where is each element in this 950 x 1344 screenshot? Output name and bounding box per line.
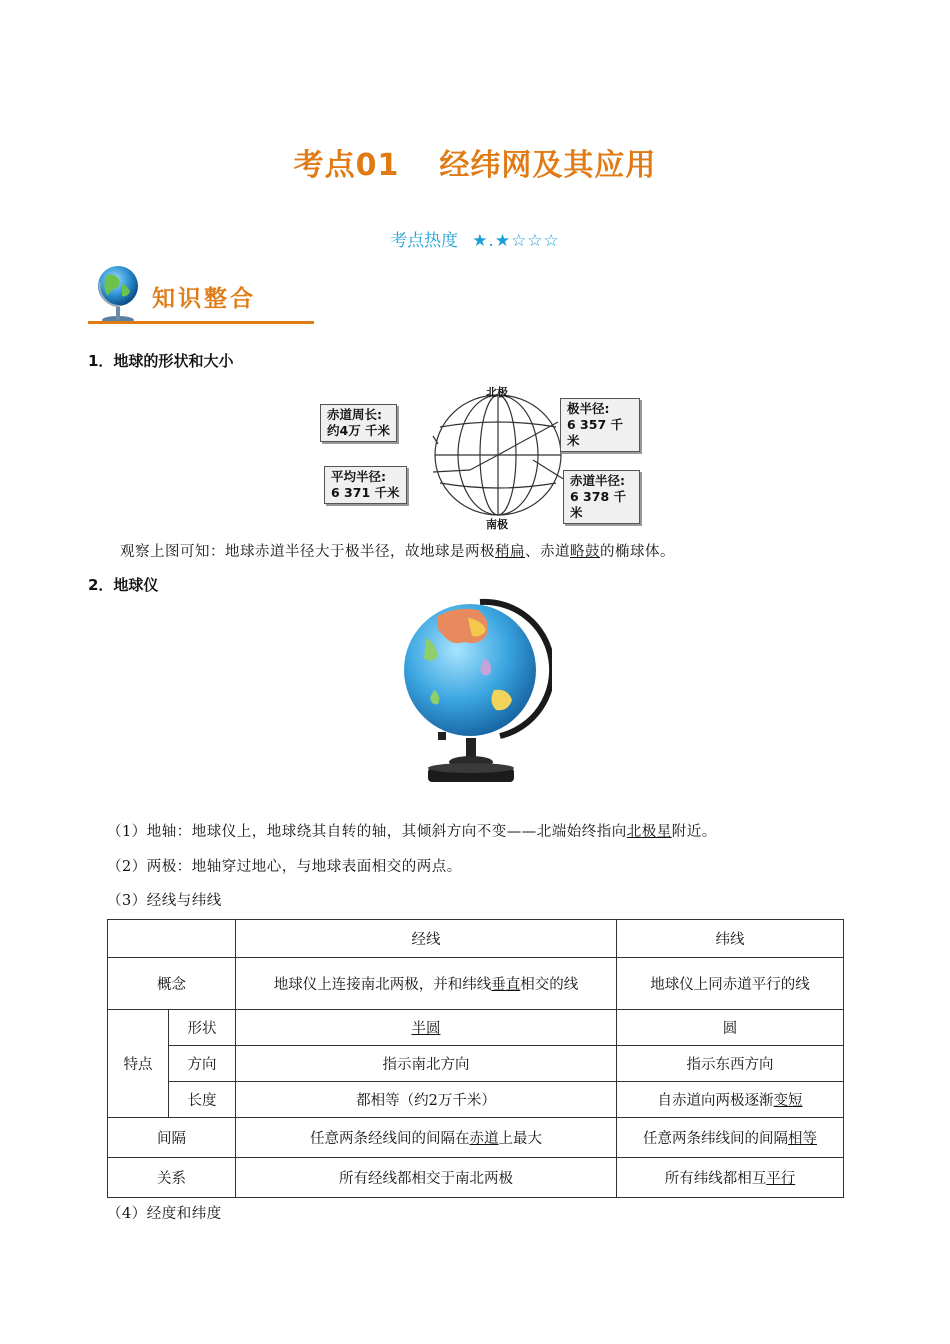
length-parallel-answer: 变短	[773, 1093, 803, 1109]
earth-axis-answer: 北极星	[626, 824, 672, 840]
table-cell-interval-parallel	[617, 1118, 844, 1158]
heat-stars: ★.★☆☆☆	[472, 231, 560, 251]
observation-a: 观察上图可知：地球赤道半径大于极半径，故地球是两极	[120, 544, 495, 560]
south-pole-label: 南极	[486, 518, 508, 531]
interval-meridian-a: 任意两条经线间的间隔在	[310, 1131, 470, 1147]
polar-radius-line2: 6 357 千米	[567, 417, 623, 448]
observation-text	[120, 540, 675, 561]
table-cell-interval-meridian	[236, 1118, 617, 1158]
length-parallel-a: 自赤道向两极逐渐	[657, 1093, 774, 1109]
earth-axis-text	[107, 820, 717, 841]
globe-photo	[398, 598, 552, 788]
table-cell-empty	[108, 920, 236, 958]
lines-heading: （3）经线与纬线	[107, 893, 222, 909]
equator-circumference-line2: 约4万 千米	[327, 423, 391, 438]
concept-meridian-a: 地球仪上连接南北两极，并和纬线	[273, 977, 492, 993]
relation-parallel-answer: 平行	[766, 1171, 796, 1187]
section-underline	[88, 321, 314, 324]
table-cell-direction-parallel: 指示东西方向	[617, 1046, 844, 1082]
equatorial-radius-line2: 6 378 千米	[570, 489, 626, 520]
equatorial-radius-label	[563, 470, 640, 524]
poles-text: （2）两极：地轴穿过地心，与地球表面相交的两点。	[107, 859, 462, 875]
table-label-interval: 间隔	[108, 1118, 236, 1158]
interval-meridian-answer: 赤道	[469, 1131, 499, 1147]
average-radius-label	[324, 466, 407, 504]
table-row	[108, 1082, 844, 1118]
interval-parallel-a: 任意两条纬线间的间隔	[643, 1131, 788, 1147]
table-row	[108, 958, 844, 1010]
observation-answer-2: 略鼓	[570, 544, 600, 560]
equatorial-radius-line1: 赤道半径:	[570, 473, 625, 488]
table-label-length: 长度	[169, 1082, 236, 1118]
earth-axis-a: （1）地轴：地球仪上，地球绕其自转的轴，其倾斜方向不变——北端始终指向	[107, 824, 627, 840]
page-title	[0, 140, 950, 184]
table-cell-relation-parallel	[617, 1158, 844, 1198]
table-row	[108, 1158, 844, 1198]
table-header-meridian: 经线	[236, 920, 617, 958]
table-label-shape: 形状	[169, 1010, 236, 1046]
table-cell-concept-meridian	[236, 958, 617, 1010]
section-title: 知识整合	[152, 286, 256, 312]
table-cell-length-meridian: 都相等（约2万千米）	[236, 1082, 617, 1118]
table-header-parallel: 纬线	[617, 920, 844, 958]
earth-axis-b: 附近。	[671, 824, 717, 840]
earth-shape-diagram	[320, 382, 640, 532]
part2-heading: 2．地球仪	[88, 576, 159, 594]
table-row	[108, 1118, 844, 1158]
equator-circumference-label	[320, 404, 397, 442]
table-label-direction: 方向	[169, 1046, 236, 1082]
average-radius-line2: 6 371 千米	[331, 485, 400, 500]
title-main: 经纬网及其应用	[439, 148, 657, 183]
interval-parallel-answer: 相等	[788, 1131, 817, 1147]
table-row	[108, 920, 844, 958]
table-cell-relation-meridian: 所有经线都相交于南北两极	[236, 1158, 617, 1198]
heat-label: 考点热度	[390, 231, 459, 251]
next-heading: （4）经度和纬度	[107, 1206, 222, 1222]
part1-heading: 1．地球的形状和大小	[88, 352, 234, 370]
north-pole-label: 北极	[486, 386, 508, 399]
observation-c: 的椭球体。	[600, 544, 675, 560]
equator-circumference-line1: 赤道周长:	[327, 407, 382, 422]
table-row	[108, 1046, 844, 1082]
interval-meridian-b: 上最大	[498, 1131, 542, 1147]
table-cell-concept-parallel: 地球仪上同赤道平行的线	[617, 958, 844, 1010]
table-label-features: 特点	[108, 1010, 169, 1118]
table-label-relation: 关系	[108, 1158, 236, 1198]
heat-rating	[0, 226, 950, 251]
average-radius-line1: 平均半径:	[331, 469, 386, 484]
concept-meridian-answer: 垂直	[491, 977, 521, 993]
polar-radius-label	[560, 398, 640, 452]
polar-radius-line1: 极半径:	[567, 401, 610, 416]
table-cell-shape-meridian	[236, 1010, 617, 1046]
relation-parallel-a: 所有纬线都相互	[664, 1171, 767, 1187]
table-row	[108, 1010, 844, 1046]
meridian-parallel-table	[107, 919, 844, 1198]
title-prefix: 考点01	[293, 148, 400, 183]
table-cell-shape-parallel: 圆	[617, 1010, 844, 1046]
shape-meridian-answer: 半圆	[411, 1021, 441, 1037]
table-cell-direction-meridian: 指示南北方向	[236, 1046, 617, 1082]
table-label-concept: 概念	[108, 958, 236, 1010]
observation-b: 、赤道	[525, 544, 570, 560]
table-cell-length-parallel	[617, 1082, 844, 1118]
concept-meridian-b: 相交的线	[520, 977, 579, 993]
observation-answer-1: 稍扁	[495, 544, 525, 560]
